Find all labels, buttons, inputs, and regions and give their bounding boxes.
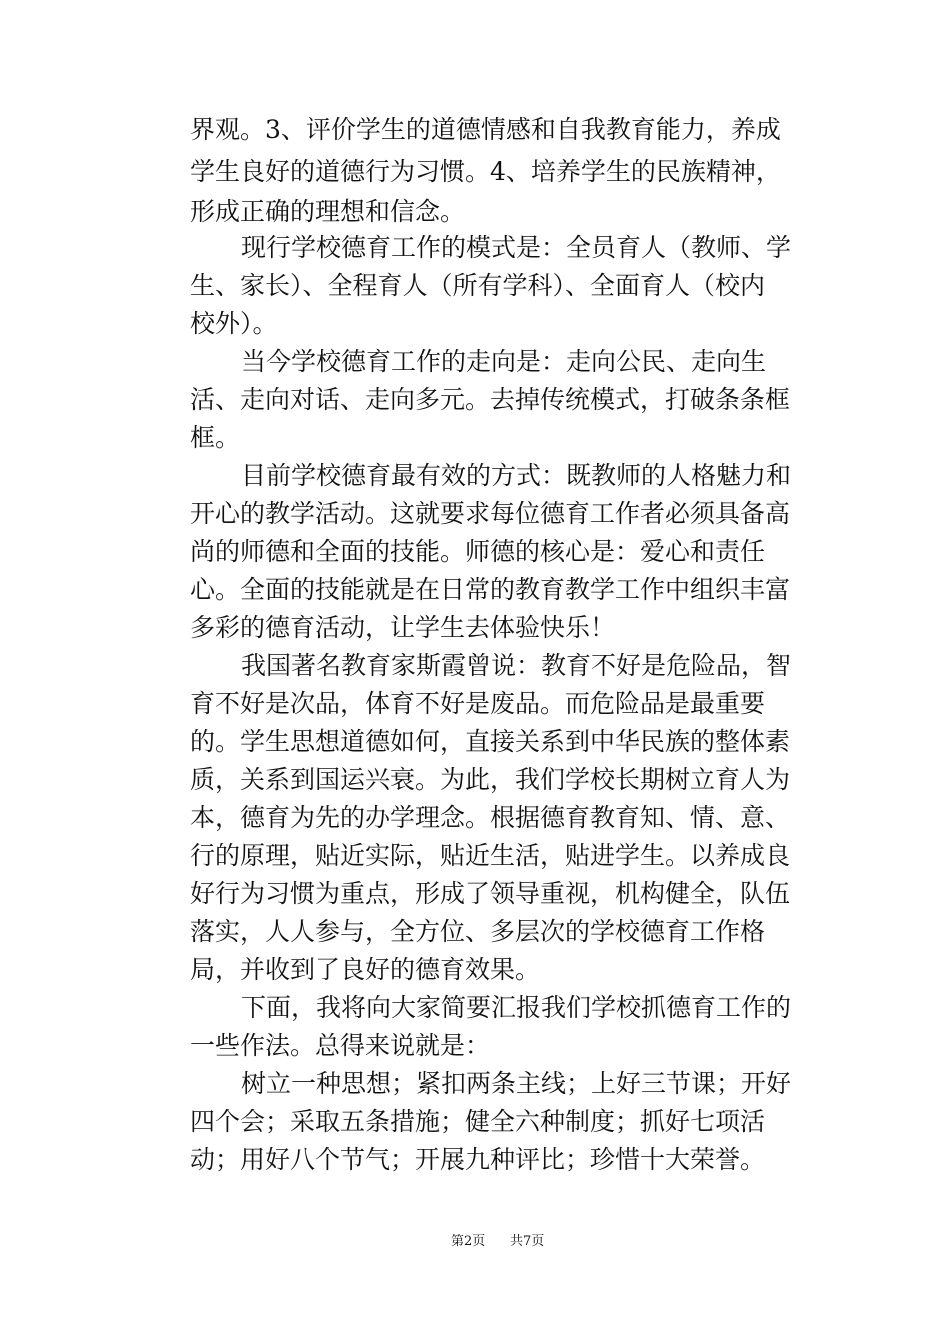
- text-line: 行的原理，贴近实际，贴近生活，贴进学生。以养成良: [190, 841, 791, 870]
- text-line: 落实，人人参与，全方位、多层次的学校德育工作格: [190, 917, 766, 946]
- text-line: 质，关系到国运兴衰。为此，我们学校长期树立育人为: [190, 765, 791, 794]
- text-line: 活、走向对话、走向多元。去掉传统模式，打破条条框: [190, 385, 791, 414]
- text-line: 一些作法。总得来说就是：: [190, 1031, 491, 1060]
- text-line: 动；用好八个节气；开展九种评比；珍惜十大荣誉。: [190, 1145, 766, 1174]
- text-line: 的。学生思想道德如何，直接关系到中华民族的整体素: [190, 727, 791, 756]
- text-line: 开心的教学活动。这就要求每位德育工作者必须具备高: [190, 499, 791, 528]
- text-line: 好行为习惯为重点，形成了领导重视，机构健全，队伍: [190, 879, 791, 908]
- text-line: 当今学校德育工作的走向是：走向公民、走向生: [241, 347, 767, 376]
- text-line: 四个会；采取五条措施；健全六种制度；抓好七项活: [190, 1107, 766, 1136]
- text-line: 本，德育为先的办学理念。根据德育教育知、情、意、: [190, 803, 791, 832]
- text-line: 我国著名教育家斯霞曾说：教育不好是危险品，智: [241, 651, 792, 680]
- text-line: 心。全面的技能就是在日常的教育教学工作中组织丰富: [190, 575, 791, 604]
- text-line: 校外）。: [190, 309, 278, 338]
- text-line: 目前学校德育最有效的方式：既教师的人格魅力和: [241, 461, 792, 490]
- total-pages: 共7页: [510, 1234, 545, 1249]
- page-number: 第2页: [451, 1234, 486, 1249]
- text-line: 框。: [190, 423, 241, 452]
- text-line: 生、家长）、全程育人（所有学科）、全面育人（校内: [190, 271, 766, 300]
- text-line: 多彩的德育活动，让学生去体验快乐！: [190, 613, 616, 642]
- text-line: 形成正确的理想和信念。: [190, 197, 466, 226]
- text-line: 尚的师德和全面的技能。师德的核心是：爱心和责任: [190, 537, 766, 566]
- text-line: 界观。3、评价学生的道德情感和自我教育能力，养成: [190, 115, 781, 144]
- text-line: 树立一种思想；紧扣两条主线；上好三节课；开好: [241, 1069, 792, 1098]
- text-line: 育不好是次品，体育不好是废品。而危险品是最重要: [190, 689, 766, 718]
- text-line: 下面，我将向大家简要汇报我们学校抓德育工作的: [241, 993, 792, 1022]
- page-footer: [0, 1232, 950, 1252]
- text-line: 现行学校德育工作的模式是：全员育人（教师、学: [241, 233, 792, 262]
- text-line: 学生良好的道德行为习惯。4、培养学生的民族精神，: [190, 157, 781, 186]
- text-line: 局，并收到了良好的德育效果。: [190, 955, 541, 984]
